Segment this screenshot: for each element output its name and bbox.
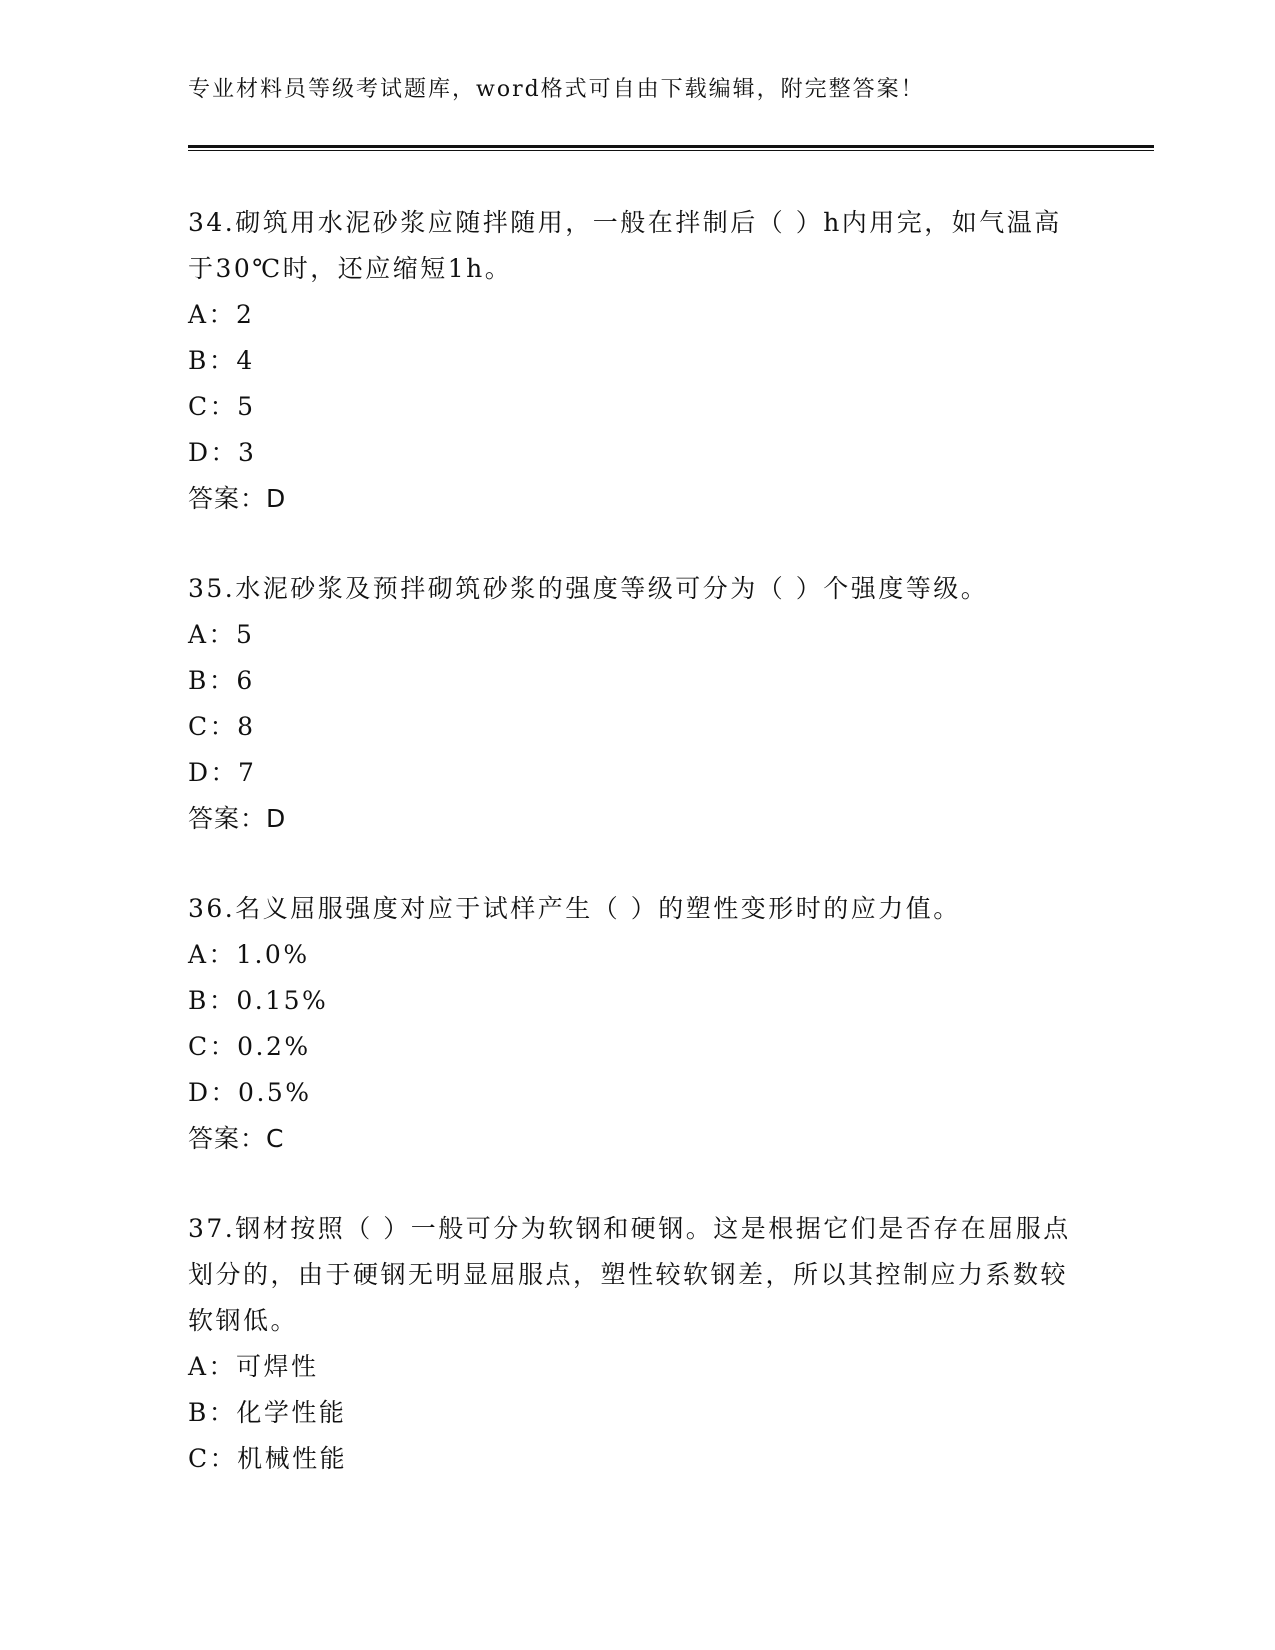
question-text: 37.钢材按照（ ）一般可分为软钢和硬钢。这是根据它们是否存在屈服点划分的，由于硬钢无明显屈服点，塑性较软钢差，所以其控制应力系数较软钢低。 bbox=[188, 1214, 1071, 1335]
question-text: 36.名义屈服强度对应于试样产生（ ）的塑性变形时的应力值。 bbox=[188, 894, 961, 923]
question-text: 34.砌筑用水泥砂浆应随拌随用，一般在拌制后（ ）h内用完，如气温高于30℃时，还应缩短1h。 bbox=[188, 208, 1062, 283]
answer-label: 答案：D bbox=[188, 804, 287, 833]
option-b: B：4 bbox=[188, 346, 255, 375]
option-a: A：1.0% bbox=[188, 940, 310, 969]
option-b: B：化学性能 bbox=[188, 1398, 347, 1427]
question-list bbox=[188, 200, 1088, 1526]
header-divider-thin bbox=[188, 150, 1154, 151]
option-b: B：6 bbox=[188, 666, 255, 695]
option-c: C：8 bbox=[188, 712, 256, 741]
option-d: D：7 bbox=[188, 758, 257, 787]
option-c: C：机械性能 bbox=[188, 1444, 348, 1473]
question-37 bbox=[188, 1206, 1088, 1482]
question-35 bbox=[188, 566, 1088, 842]
option-c: C：0.2% bbox=[188, 1032, 311, 1061]
answer-label: 答案：D bbox=[188, 484, 287, 513]
option-c: C：5 bbox=[188, 392, 256, 421]
question-text: 35.水泥砂浆及预拌砌筑砂浆的强度等级可分为（ ）个强度等级。 bbox=[188, 574, 989, 603]
document-header: 专业材料员等级考试题库，word格式可自由下载编辑，附完整答案！ bbox=[188, 77, 925, 102]
option-a: A：2 bbox=[188, 300, 255, 329]
option-a: A：可焊性 bbox=[188, 1352, 319, 1381]
answer-label: 答案：C bbox=[188, 1124, 285, 1153]
option-a: A：5 bbox=[188, 620, 255, 649]
header-divider-thick bbox=[188, 145, 1154, 148]
option-b: B：0.15% bbox=[188, 986, 329, 1015]
option-d: D：0.5% bbox=[188, 1078, 312, 1107]
question-36 bbox=[188, 886, 1088, 1162]
question-34 bbox=[188, 200, 1088, 522]
option-d: D：3 bbox=[188, 438, 257, 467]
